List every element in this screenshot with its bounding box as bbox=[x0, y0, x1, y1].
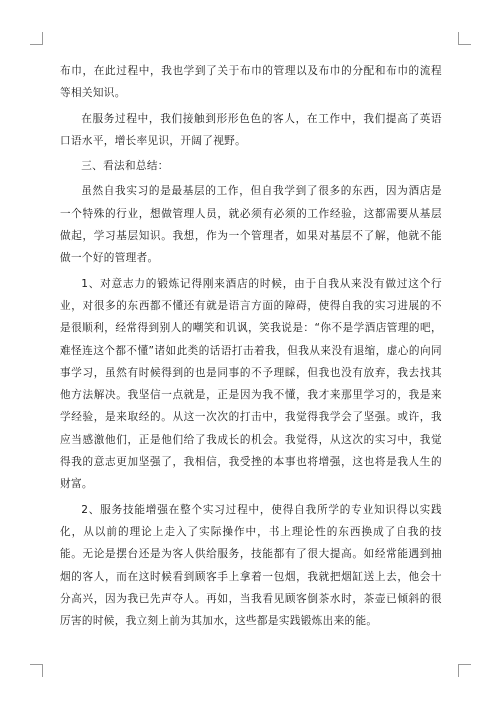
paragraph-towel-knowledge: 布巾，在此过程中，我也学到了关于布巾的管理以及布巾的分配和布巾的流程等相关知识。 bbox=[60, 65, 442, 100]
paragraph-service-skills: 2、服务技能增强在整个实习过程中，使得自我所学的专业知识得以实践化，从以前的理论上走入了实际操作中，书上理论性的东西换成了自我的技能。无论是摆台还是为客人供给服务，技能都有了很大提高。如经常能遇到抽烟的客人，而在这时候看到顾客手上拿着一包烟，我就把烟缸送上去，他会十分高兴，因为我已先声夺人。再如，当我看见顾客倒茶水时，茶壶已倾斜的很厉害的时候，我立刻上前为其加水，这些都是实践锻炼出来的能。 bbox=[60, 503, 442, 628]
paragraph-willpower: 1、对意志力的锻炼记得刚来酒店的时候，由于自我从来没有做过这个行业，对很多的东西都不懂还有就是语言方面的障碍，使得自我的实习进展的不是很顺利，经常得到别人的嘲笑和讥讽，笑我说是：“你不是学酒店管理的吧，难怪连这个都不懂”诸如此类的话语打击着我，但我从来没有退缩，虚心的向同事学习，虽然有时候得到的也是同事的不予理睬，但我也没有放弃，我去找其他方法解决。我坚信一点就是，正是因为我不懂，我才来那里学习的，我是来学经验，是来取经的。从这一次次的打击中，我觉得我学会了坚强。或许，我应当感激他们，正是他们给了我成长的机会。我觉得，从这次的实习中，我觉得我的意志更加坚强了，我相信，我受挫的本事也将增强，这也将是我人生的财富。 bbox=[60, 277, 442, 491]
crop-mark-top-right bbox=[458, 32, 471, 45]
section-heading-summary: 三、看法和总结： bbox=[81, 160, 169, 173]
paragraph-service-experience: 在服务过程中，我们接触到形形色色的客人，在工作中，我们提高了英语口语水平，增长率见识，开阔了视野。 bbox=[60, 112, 442, 147]
crop-mark-bottom-left bbox=[30, 664, 43, 677]
crop-mark-bottom-right bbox=[458, 664, 471, 677]
paragraph-basic-work: 虽然自我实习的是最基层的工作，但自我学到了很多的东西，因为酒店是一个特殊的行业，想做管理人员，就必须有必须的工作经验，这都需要从基层做起，学习基层知识。我想，作为一个管理者，如果对基层不了解，他就不能做一个好的管理者。 bbox=[60, 185, 442, 265]
crop-mark-top-left bbox=[30, 32, 43, 45]
document-body bbox=[60, 60, 442, 635]
